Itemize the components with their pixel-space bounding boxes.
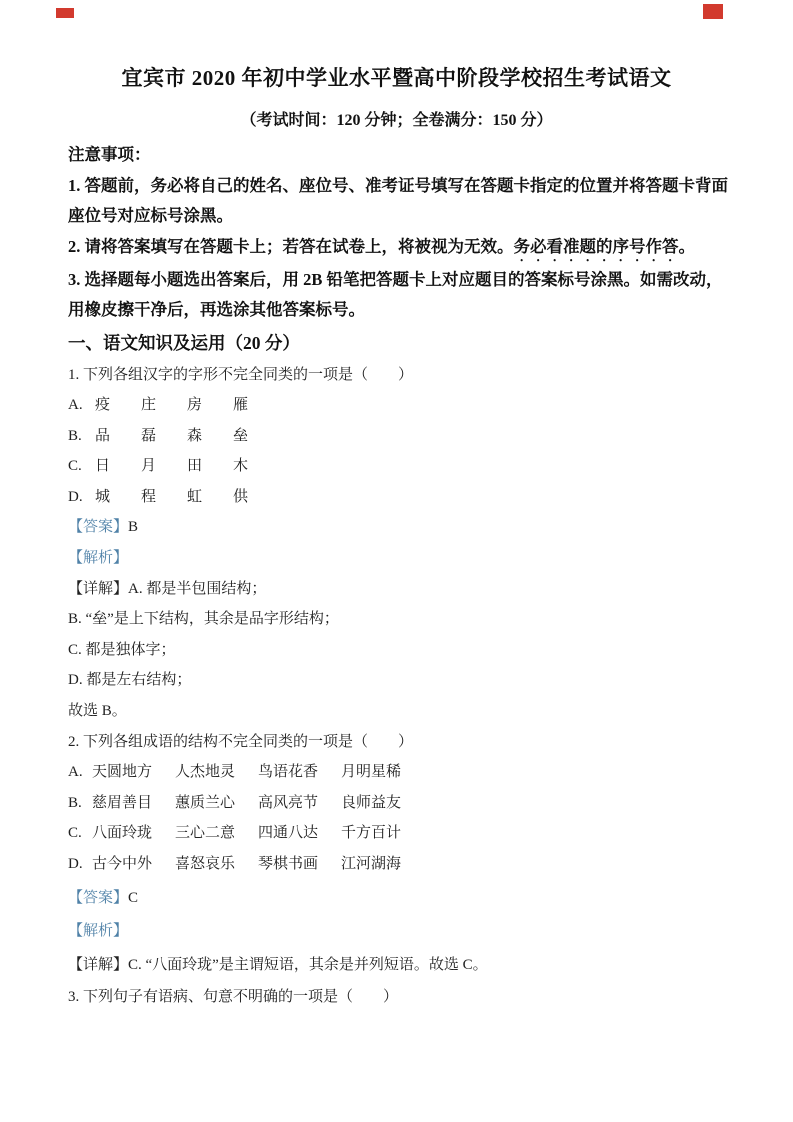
question-2-detail-line: 【详解】C. “八面玲珑”是主谓短语，其余是并列短语。故选 C。: [68, 956, 488, 973]
question-2-option-d: [68, 849, 725, 880]
option-letter: A.: [68, 397, 83, 414]
option-idiom: 良师益友: [341, 794, 402, 811]
option-character: 供: [233, 488, 249, 505]
option-character: 垒: [233, 427, 249, 444]
option-letter: C.: [68, 825, 82, 842]
option-character: 疫: [95, 397, 111, 414]
option-idiom: 高风亮节: [258, 794, 319, 811]
option-character: 雁: [233, 397, 249, 414]
option-character: 庄: [141, 397, 157, 414]
red-seal-mark-left: [56, 8, 74, 18]
question-1-stem: 1. 下列各组汉字的字形不完全同类的一项是（ ）: [68, 366, 414, 383]
question-1-option-a: [68, 390, 725, 421]
question-1-detail-line: C. 都是独体字；: [68, 641, 176, 658]
answer-label: 【答案】: [68, 519, 129, 536]
option-letter: B.: [68, 427, 82, 444]
option-character: 森: [187, 427, 203, 444]
option-idiom: 江河湖海: [341, 856, 402, 872]
question-2-option-a: [68, 757, 725, 788]
option-character: 日: [95, 458, 111, 475]
notice-item-2-text: 2. 请将答案填写在答题卡上；若答在试卷上，将被视为无效。: [68, 236, 514, 256]
option-character: 田: [187, 458, 203, 475]
notice-item-2-emphasized-text: 务必看准题的序号作答: [513, 236, 679, 256]
question-1-detail-line: D. 都是左右结构；: [68, 672, 192, 689]
option-idiom: 三心二意: [175, 825, 236, 842]
notice-item-1-line-1: 1. 答题前，务必将自己的姓名、座位号、准考证号填写在答题卡指定的位置并将答题卡背面: [68, 175, 728, 195]
option-idiom: 人杰地灵: [175, 764, 236, 781]
option-character: 品: [95, 427, 111, 444]
notice-item-1-line-2: 座位号对应标号涂黑。: [68, 206, 233, 225]
option-letter: A.: [68, 764, 83, 781]
question-1-analysis-label: 【解析】: [68, 550, 129, 567]
answer-value: C: [128, 889, 139, 906]
question-1-conclusion: 故选 B。: [68, 703, 127, 720]
question-2-stem: 2. 下列各组成语的结构不完全同类的一项是（ ）: [68, 733, 414, 750]
option-character: 虹: [187, 488, 203, 505]
notice-heading: 注意事项：: [68, 145, 151, 164]
section-1-heading: 一、语文知识及运用（20 分）: [68, 332, 300, 353]
option-idiom: 鸟语花香: [258, 764, 319, 781]
page-title: 宜宾市 2020 年初中学业水平暨高中阶段学校招生考试语文: [121, 66, 672, 90]
option-character: 月: [141, 458, 157, 475]
option-idiom: 千方百计: [341, 825, 402, 842]
option-idiom: 四通八达: [258, 825, 319, 842]
answer-label: 【答案】: [68, 889, 129, 906]
exam-time-score-info: （考试时间：120 分钟；全卷满分：150 分）: [240, 112, 553, 129]
option-idiom: 蕙质兰心: [175, 794, 236, 811]
option-idiom: 喜怒哀乐: [175, 856, 236, 872]
answer-value: B: [128, 519, 139, 536]
notice-item-2-period: 。: [678, 236, 695, 256]
option-idiom: 月明星稀: [341, 764, 402, 781]
option-idiom: 天圆地方: [92, 764, 153, 781]
option-character: 房: [187, 397, 203, 414]
option-character: 木: [233, 458, 249, 475]
question-3-stem: 3. 下列句子有语病、句意不明确的一项是（ ）: [68, 989, 399, 1006]
option-letter: D.: [68, 488, 83, 505]
question-1-option-b: [68, 421, 725, 452]
notice-section: [68, 140, 728, 326]
option-letter: D.: [68, 856, 83, 872]
question-2-analysis-label: 【解析】: [68, 923, 129, 940]
option-character: 程: [141, 488, 157, 505]
question-2-answer-line: [68, 883, 725, 914]
question-1-answer-line: [68, 512, 725, 543]
option-character: 磊: [141, 427, 157, 444]
notice-item-3-line-2: 用橡皮擦干净后，再选涂其他答案标号。: [68, 300, 365, 319]
option-idiom: 慈眉善目: [92, 794, 153, 811]
question-2-option-c: [68, 818, 725, 849]
option-idiom: 琴棋书画: [258, 856, 319, 872]
option-idiom: 八面玲珑: [92, 825, 153, 842]
question-1-detail-line: B. “垒”是上下结构，其余是品字形结构；: [68, 611, 339, 628]
option-letter: B.: [68, 794, 82, 811]
option-character: 城: [95, 488, 111, 505]
notice-item-2: [68, 232, 725, 265]
option-letter: C.: [68, 458, 82, 475]
red-seal-mark-right: [703, 4, 723, 19]
question-2-option-b: [68, 788, 725, 819]
question-1-option-d: [68, 482, 725, 513]
question-1-detail-line: 【详解】A. 都是半包围结构；: [68, 580, 267, 597]
question-1-option-c: [68, 451, 725, 482]
notice-item-3-line-1: 3. 选择题每小题选出答案后，用 2B 铅笔把答题卡上对应题目的答案标号涂黑。如需改动，: [68, 269, 723, 289]
option-idiom: 古今中外: [92, 856, 153, 872]
